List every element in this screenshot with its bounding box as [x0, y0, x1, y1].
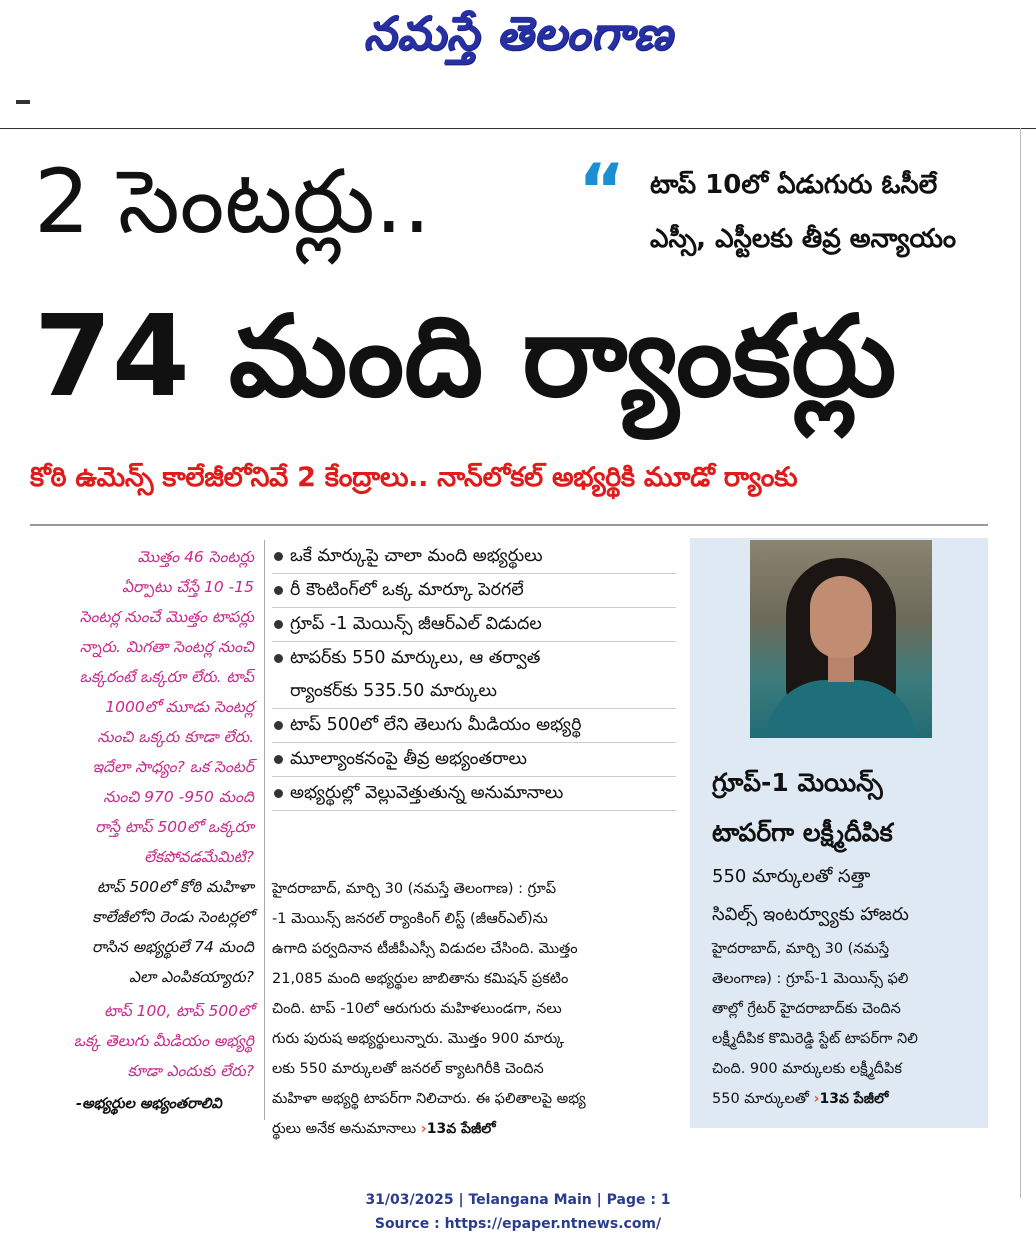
bullet-list	[272, 540, 676, 811]
photo-story-line: తాల్లో గ్రేటర్ హైదరాబాద్‌కు చెందిన	[712, 1001, 901, 1017]
bullet-icon	[274, 654, 283, 663]
bullet-text: మూల్యాంకనంపై తీవ్ర అభ్యంతరాలు	[290, 749, 527, 769]
sidebar-line: ఏర్పాటు చేస్తే 10 -15	[122, 578, 254, 596]
page-jump-link[interactable]: 13వ పేజీలో	[819, 1091, 889, 1107]
article-line: ఉగాది పర్వదినాన టీజీపీఎస్సీ విడుదల చేసింది. మొత్తం	[272, 941, 578, 957]
masthead-logo: నమస్తే తెలంగాణ	[363, 6, 673, 60]
photo-story-line: లక్ష్మీదీపిక కొమిరెడ్డి స్టేట్ టాపర్‌గా నిలి	[712, 1031, 918, 1047]
photo-story-headline	[712, 758, 982, 858]
photo-story-line-text: 550 మార్కులతో	[712, 1091, 809, 1107]
bullet-text: రీ కౌంటింగ్‌లో ఒక్క మార్కూ పెరగలే	[290, 580, 524, 600]
photo-deck-line1: 550 మార్కులతో సత్తా	[712, 866, 871, 887]
bullet-icon	[274, 755, 283, 764]
chevron-right-icon: ›	[420, 1121, 427, 1137]
sidebar-line: కాలేజీలోని రెండు సెంటర్లలో	[92, 908, 254, 926]
photo-story-line	[712, 1084, 978, 1114]
column-rule	[264, 540, 265, 1120]
bullet-icon	[274, 586, 283, 595]
article-body	[272, 874, 670, 1144]
article-line: -1 మెయిన్స్ జనరల్ ర్యాంకింగ్ లిస్ట్ (జీఆర్‌ఎల్)ను	[272, 911, 548, 927]
portrait-photo	[750, 540, 932, 738]
sidebar-line: లేకపోవడమేమిటి?	[144, 848, 254, 866]
article-line: మహిళా అభ్యర్థి టాపర్‌గా నిలిచారు. ఈ ఫలితాలపై అభ్య	[272, 1091, 586, 1107]
kicker	[650, 158, 956, 266]
subheadline: కోఠి ఉమెన్స్ కాలేజీలోనివే 2 కేంద్రాలు.. నాన్‌లోకల్ అభ్యర్థికి మూడో ర్యాంకు	[30, 462, 798, 493]
bullet-item	[272, 574, 676, 608]
bullet-icon	[274, 552, 283, 561]
bullet-text: టాప్ 500లో లేని తెలుగు మీడియం అభ్యర్థి	[290, 715, 582, 735]
photo-headline-line1: గ్రూప్-1 మెయిన్స్	[712, 768, 883, 797]
sidebar-line: కూడా ఎందుకు లేరు?	[127, 1062, 254, 1080]
sidebar-objections-1	[48, 542, 254, 872]
photo-headline-line2: టాపర్‌గా లక్ష్మీదీపిక	[712, 818, 893, 847]
article-line: గురు పురుష అభ్యర్థులున్నారు. మొత్తం 900 మార్కు	[272, 1031, 565, 1047]
sidebar-line: మొత్తం 46 సెంటర్లు	[137, 548, 254, 566]
bullet-icon	[274, 721, 283, 730]
sidebar-line: న్నారు. మిగతా సెంటర్ల నుంచి	[79, 638, 254, 656]
bullet-icon	[274, 620, 283, 629]
footer-edition: 31/03/2025 | Telangana Main | Page : 1	[365, 1192, 671, 1208]
chevron-right-icon: ›	[813, 1091, 820, 1107]
page-footer	[0, 1188, 1036, 1236]
photo-story-line: తెలంగాణ) : గ్రూప్-1 మెయిన్స్ ఫలి	[712, 971, 909, 987]
bullet-item	[272, 608, 676, 642]
sidebar-line: టాప్ 100, టాప్ 500లో	[104, 1002, 254, 1020]
headline-line1: 2 సెంటర్లు..	[34, 150, 431, 253]
sidebar-line: ఒక్కరంటే ఒక్కరూ లేరు. టాప్	[79, 668, 254, 686]
photo-story-body	[712, 934, 978, 1114]
bullet-icon	[274, 789, 283, 798]
bullet-item	[272, 743, 676, 777]
bullet-text: గ్రూప్ -1 మెయిన్స్ జీఆర్‌ఎల్ విడుదల	[290, 614, 542, 634]
kicker-line2: ఎస్సీ, ఎస్టీలకు తీవ్ర అన్యాయం	[650, 224, 957, 254]
quote-icon: “	[578, 148, 626, 232]
article-line	[272, 1114, 670, 1144]
sidebar-line: ఒక్క తెలుగు మీడియం అభ్యర్థి	[73, 1032, 254, 1050]
bullet-item	[272, 540, 676, 574]
photo-story-deck	[712, 858, 982, 934]
top-rule	[0, 100, 1036, 129]
photo-face	[810, 576, 872, 658]
bullet-text: ర్యాంకర్‌కు 535.50 మార్కులు	[290, 681, 497, 701]
sidebar-objections-2	[40, 872, 254, 992]
bullet-item	[272, 642, 676, 709]
photo-story-line: హైదరాబాద్, మార్చి 30 (నమస్తే	[712, 941, 890, 957]
sidebar-line: నుంచి ఒక్కరు కూడా లేరు.	[97, 728, 254, 746]
kicker-line1: టాప్ 10లో ఏడుగురు ఓసీలే	[650, 170, 938, 200]
photo-story-line: చింది. 900 మార్కులకు లక్ష్మీదీపిక	[712, 1061, 902, 1077]
masthead	[0, 0, 1036, 90]
sidebar-signoff: -అభ్యర్థుల అభ్యంతరాలివి	[76, 1096, 222, 1112]
article-line: 21,085 మంది అభ్యర్థుల జాబితాను కమిషన్ ప్రకటిం	[272, 971, 569, 987]
bullet-item	[272, 777, 676, 811]
sidebar-line: ఎలా ఎంపికయ్యారు?	[129, 968, 254, 986]
sidebar-line: రాసిన అభ్యర్థులే 74 మంది	[91, 938, 254, 956]
rule-mark	[16, 100, 30, 104]
sidebar-line: నుంచి 970 -950 మంది	[103, 788, 254, 806]
sidebar-line: సెంటర్ల నుంచే మొత్తం టాపర్లు	[79, 608, 254, 626]
footer-source: Source : https://epaper.ntnews.com/	[374, 1216, 662, 1232]
right-margin-rule	[1020, 128, 1021, 1198]
article-line: లకు 550 మార్కులతో జనరల్ క్యాటగిరీకి చెందిన	[272, 1061, 544, 1077]
sidebar-line: ఇదేలా సాధ్యం? ఒక సెంటర్	[92, 758, 254, 776]
bullet-text: అభ్యర్థుల్లో వెల్లువెత్తుతున్న అనుమానాలు	[290, 783, 564, 803]
sidebar-line: టాప్ 500లో కోఠి మహిళా	[96, 878, 254, 896]
bullet-item	[272, 709, 676, 743]
bullet-text: టాపర్‌కు 550 మార్కులు, ఆ తర్వాత	[290, 648, 541, 668]
article-line: చింది. టాప్ -10లో ఆరుగురు మహిళలుండగా, నలు	[272, 1001, 562, 1017]
sidebar-line: 1000లో మూడు సెంటర్ల	[105, 698, 254, 716]
article-line-text: ర్థులు అనేక అనుమానాలు	[272, 1121, 417, 1137]
sidebar-objections-3	[48, 996, 254, 1086]
bullet-text: ఒకే మార్కుపై చాలా మంది అభ్యర్థులు	[290, 546, 543, 566]
page-jump-link[interactable]: 13వ పేజీలో	[426, 1121, 496, 1137]
headline-line2: 74 మంది ర్యాంకర్లు	[34, 292, 897, 422]
sidebar-line: రాస్తే టాప్ 500లో ఒక్కరూ	[95, 818, 254, 836]
article-line: హైదరాబాద్, మార్చి 30 (నమస్తే తెలంగాణ) : గ్రూప్	[272, 881, 557, 897]
subheadline-rule	[30, 524, 988, 526]
photo-deck-line2: సివిల్స్ ఇంటర్వ్యూకు హాజరు	[712, 904, 909, 925]
